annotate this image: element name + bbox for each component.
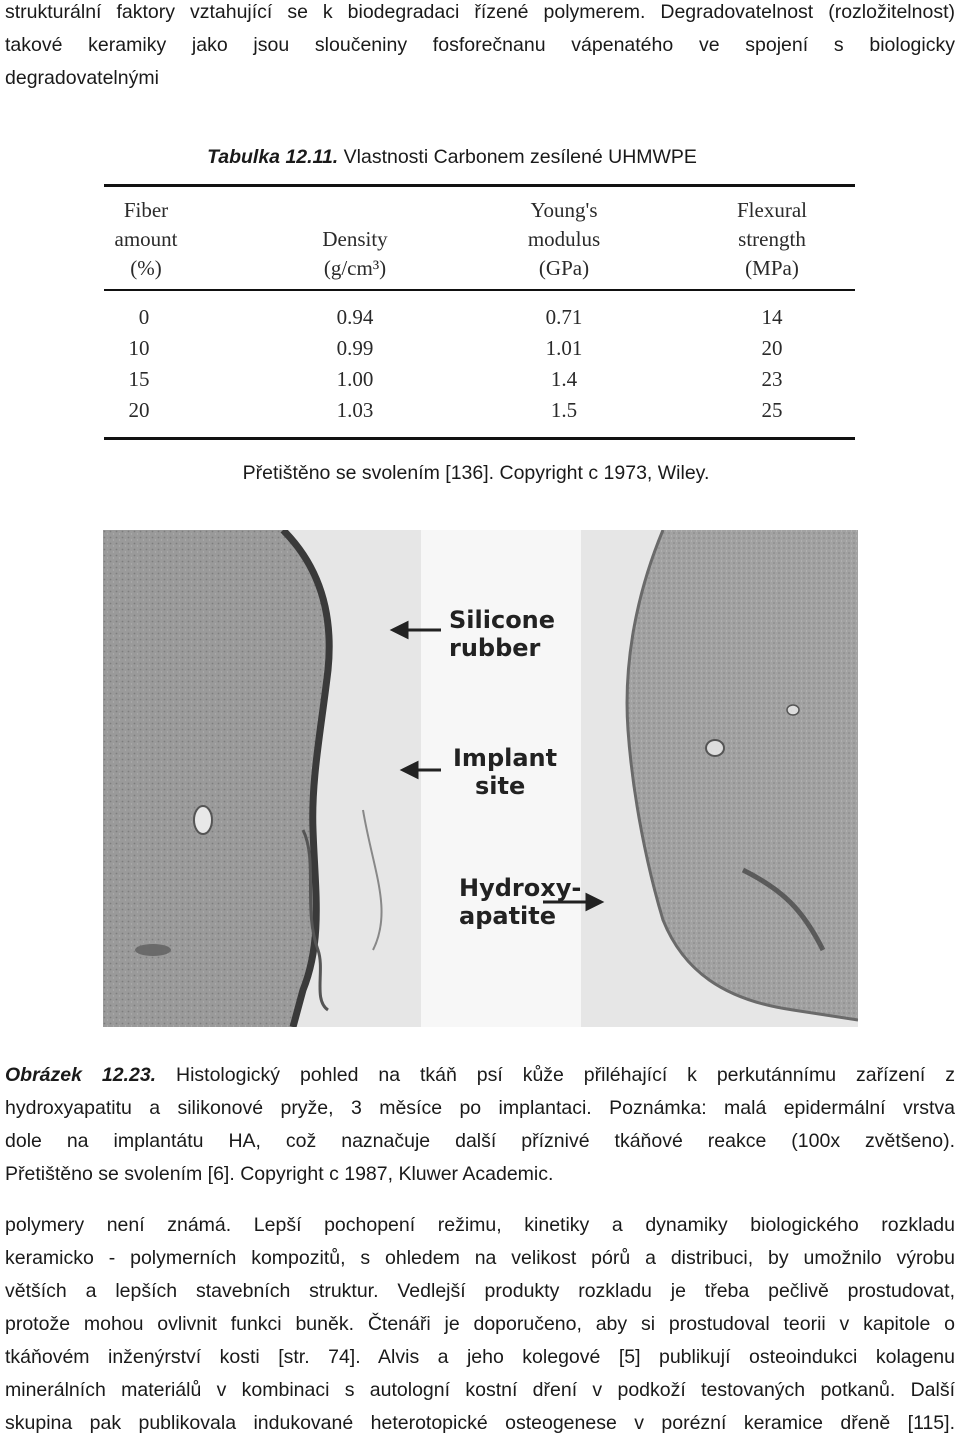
figure-caption: [5, 1059, 955, 1191]
table-bottom-rule: [104, 437, 855, 440]
label-implant-site: Implant site: [453, 744, 558, 800]
top-paragraph: [5, 0, 955, 95]
text-line: dole na implantátu HA, což naznačuje další příznivé tkáňové reakce (100x zvětšeno).: [5, 1130, 955, 1152]
text-line: minerálních materiálů v kombinaci s autologní kostní dření v podkoží testovaných potkanů. Další: [5, 1379, 955, 1401]
table-caption-text: Vlastnosti Carbonem zesílené UHMWPE: [343, 146, 697, 168]
text-line: Přetištěno se svolením [6]. Copyright c 1987, Kluwer Academic.: [5, 1163, 554, 1185]
figure-caption-label: Obrázek 12.23.: [5, 1064, 157, 1086]
text-line: protože mohou ovlivnit funkci buněk. Čtenáři je doporučeno, aby si prostudoval teorii v kapitole o: [5, 1313, 955, 1335]
table-caption: [0, 146, 932, 169]
text-line: degradovatelnými: [5, 67, 159, 89]
header-youngs-modulus: Young's modulus (GPa): [527, 198, 601, 280]
table-caption-label: Tabulka 12.11.: [207, 146, 339, 168]
text-line: strukturální faktory vztahující se k biodegradaci řízené polymerem. Degradovatelnost (rozložitelnost): [5, 1, 955, 23]
text-line: větších a lepších stavebních struktur. Vedlejší produkty rozkladu je třeba pečlivě prostudovat,: [5, 1280, 955, 1302]
text-line: keramicko - polymerních kompozitů, s ohledem na velikost pórů a distribuci, by umožnilo výrobu: [5, 1247, 955, 1269]
table-credit: Přetištěno se svolením [136]. Copyright c 1973, Wiley.: [242, 462, 710, 484]
text-line: hydroxyapatitu a silikonové pryže, 3 měsíce po implantaci. Poznámka: malá epidermální vrstva: [5, 1097, 955, 1119]
header-density: Density (g/cm³): [322, 227, 388, 280]
text-line: polymery není známá. Lepší pochopení režimu, kinetiky a dynamiky biologického rozkladu: [5, 1214, 955, 1236]
header-flexural-strength: Flexural strength (MPa): [737, 198, 807, 280]
text-line: takové keramiky jako jsou sloučeniny fosforečnanu vápenatého ve spojení s biologicky: [5, 34, 955, 56]
bottom-paragraph: [5, 1209, 955, 1440]
table-top-rule: [104, 184, 855, 187]
text-line: Obrázek 12.23. Histologický pohled na tkáň psí kůže přiléhající k perkutánnímu zařízení z: [5, 1064, 955, 1086]
text-line: skupina pak publikovala indukované heterotopické osteogenese v porézní keramice dřeně [115].: [5, 1412, 955, 1434]
header-fiber: Fiber amount (%): [114, 198, 178, 280]
properties-table: Fiber amount (%) Density (g/cm³) Young's modulus (GPa) Flexural strength (MPa) 0 0.94 0.71 14 10 0.99 1.01 20 15 1.00 1.4 23 20 1.03 1.5 25: [104, 184, 855, 441]
label-hydroxyapatite: Hydroxy- apatite: [459, 874, 582, 930]
label-silicone-rubber: Silicone rubber: [449, 606, 556, 662]
histology-image: [103, 530, 858, 1027]
text-line: tkáňovém inženýrství kosti [str. 74]. Alvis a jeho kolegové [5] publikují osteoindukci kolagenu: [5, 1346, 955, 1368]
table-header-rule: [104, 289, 855, 291]
